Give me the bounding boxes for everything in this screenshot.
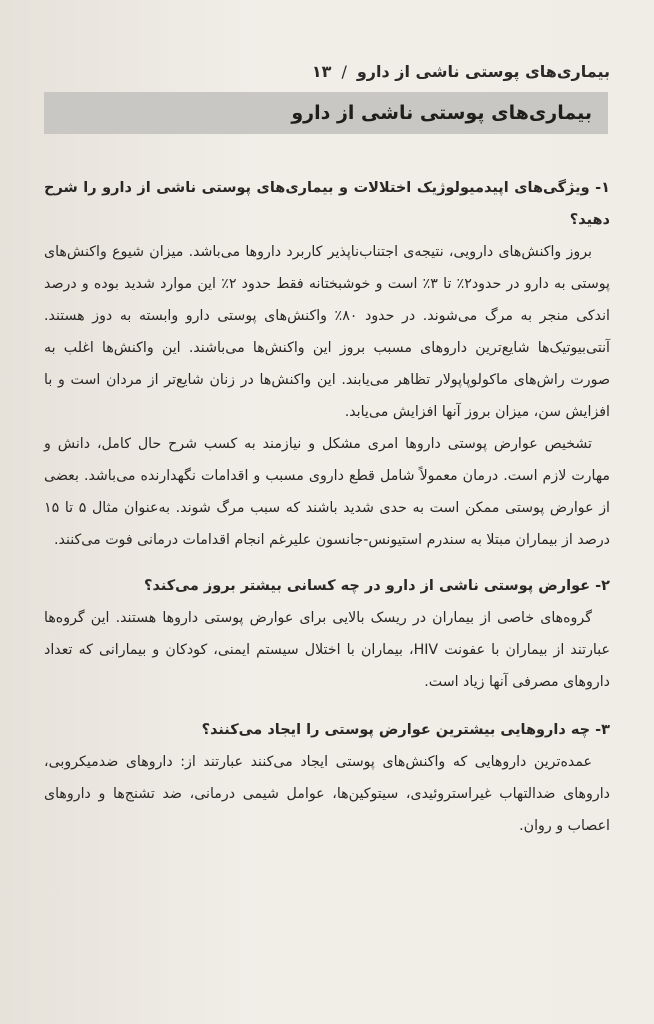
chapter-title: بیماری‌های پوستی ناشی از دارو: [356, 61, 610, 81]
question-heading: ۳- چه داروهایی بیشترین عوارض پوستی را ایجاد می‌کنند؟: [201, 722, 610, 738]
answer-paragraph: بروز واکنش‌های دارویی، نتیجه‌ی اجتناب‌ناپذیر کاربرد داروها می‌باشد. میزان شیوع واکنش‌های پوستی به دارو در حدود۲٪ تا ۳٪ است و خوشبختانه فقط حدود ۲٪ این موارد شدید بوده و درصد اندکی منجر به مرگ می‌شوند. در حدود ۸۰٪ واکنش‌های پوستی دارو وابسته به دوز هستند. آنتی‌بیوتیک‌ها شایع‌ترین داروهای مسبب بروز این واکنش‌ها می‌باشند. این واکنش‌ها اغلب به صورت راش‌های ماکولوپاپولار تظاهر می‌یابند. این واکنش‌ها در زنان شایع‌تر از مردان است و با افزایش سن، میزان بروز آنها افزایش می‌یابد.: [44, 244, 610, 420]
answer-paragraph: عمده‌ترین داروهایی که واکنش‌های پوستی ایجاد می‌کنند عبارتند از: داروهای ضدمیکروبی، داروهای ضدالتهاب غیراستروئیدی، سیتوکین‌ها، عوامل شیمی درمانی، ضد تشنج‌ها و داروهای اعصاب و روان.: [44, 754, 610, 834]
question-heading: ۲- عوارض پوستی ناشی از دارو در چه کسانی بیشتر بروز می‌کند؟: [144, 578, 610, 594]
section-title-banner: [44, 92, 608, 134]
question-block-1: [44, 172, 610, 556]
page-body: [44, 172, 610, 842]
question-heading: ۱- ویژگی‌های اپیدمیولوژیک اختلالات و بیماری‌های پوستی ناشی از دارو را شرح دهید؟: [44, 180, 610, 228]
question-block-2: [44, 570, 610, 698]
header-separator: /: [341, 61, 347, 81]
section-title: بیماری‌های پوستی ناشی از دارو: [291, 102, 592, 124]
question-block-3: [44, 714, 610, 842]
answer-paragraph: گروه‌های خاصی از بیماران در ریسک بالایی برای عوارض پوستی داروها هستند. این گروه‌ها عبارتند از بیماران با عفونت HIV، بیماران با اختلال سیستم ایمنی، کودکان و بیمارانی که تعداد داروهای مصرفی آنها زیاد است.: [44, 610, 610, 690]
running-header: [44, 56, 610, 86]
answer-paragraph: تشخیص عوارض پوستی داروها امری مشکل و نیازمند به کسب شرح حال کامل، دانش و مهارت لازم است. درمان معمولاً شامل قطع داروی مسبب و اقدامات نگهدارنده می‌باشد. بعضی از عوارض پوستی ممکن است به حدی شدید باشند که سبب مرگ شوند. به‌عنوان مثال ۵ تا ۱۵ درصد از بیماران مبتلا به سندرم استیونس-جانسون علیرغم انجام اقدامات درمانی فوت می‌کنند.: [44, 436, 610, 548]
page-number: ۱۳: [311, 61, 332, 81]
